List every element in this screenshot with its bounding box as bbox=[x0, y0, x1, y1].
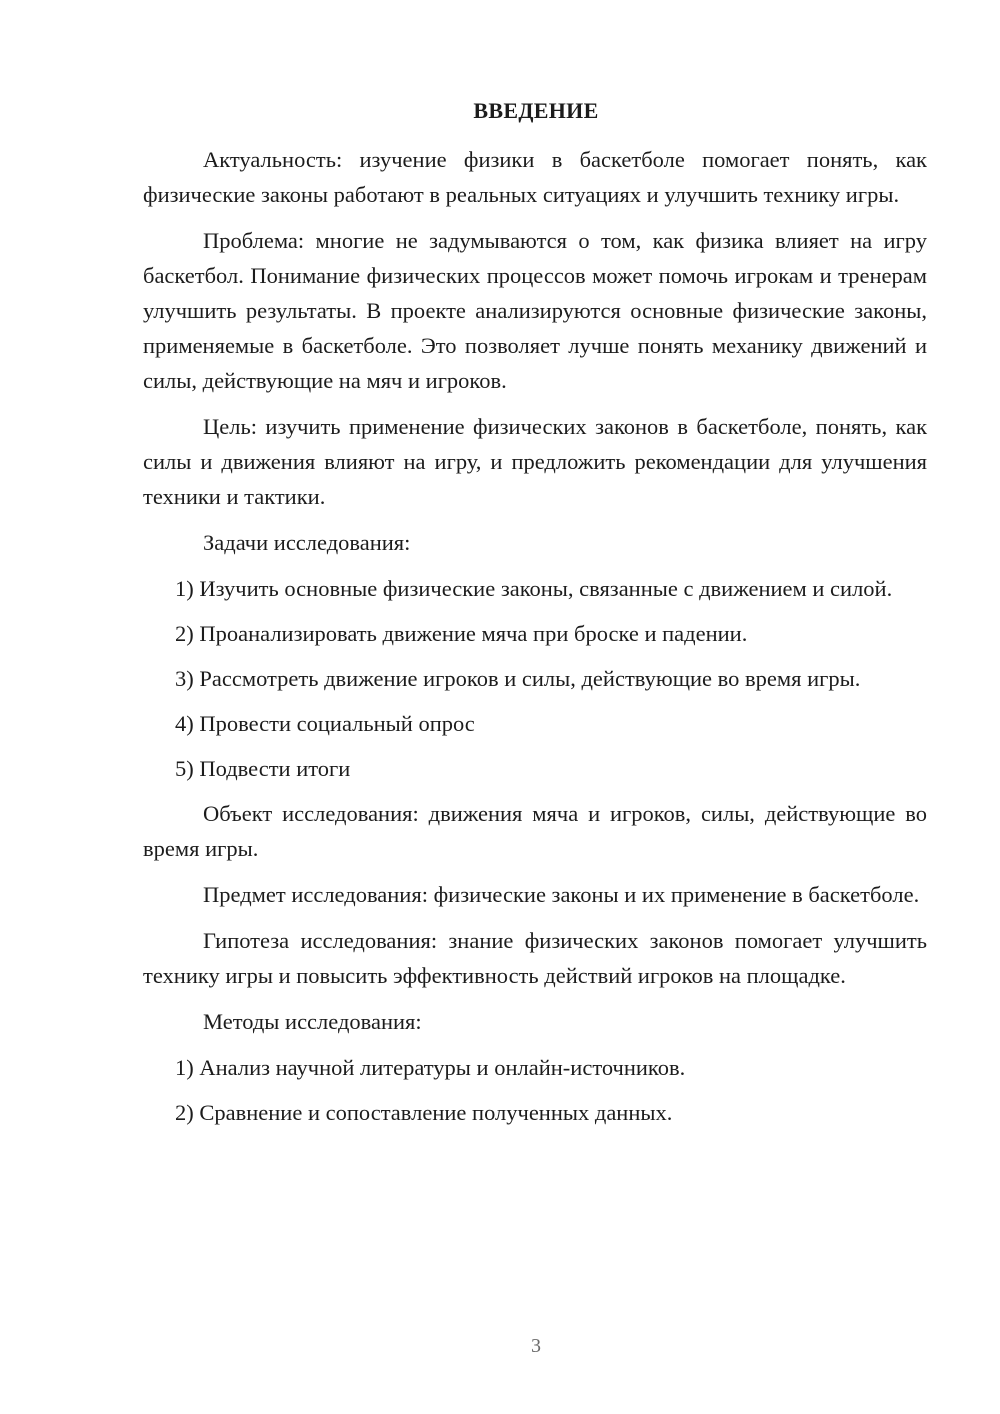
page-number: 3 bbox=[531, 1335, 541, 1357]
method-item: 1) Анализ научной литературы и онлайн-источников. bbox=[175, 1055, 686, 1080]
method-item: 2) Сравнение и сопоставление полученных данных. bbox=[175, 1100, 673, 1125]
task-item: 2) Проанализировать движение мяча при броске и падении. bbox=[175, 621, 748, 646]
section-title: ВВЕДЕНИЕ bbox=[473, 98, 599, 123]
object-paragraph: Объект исследования: движения мяча и игроков, силы, действующие во время игры. bbox=[143, 801, 927, 861]
goal-paragraph: Цель: изучить применение физических законов в баскетболе, понять, как силы и движения влияют на игру, и предложить рекомендации для улучшения техники и тактики. bbox=[143, 414, 927, 509]
tasks-heading: Задачи исследования: bbox=[203, 530, 411, 555]
problem-paragraph: Проблема: многие не задумываются о том, как физика влияет на игру баскетбол. Понимание физических процессов может помочь игрокам и тренерам улучшить результаты. В проекте анализируются основные физические законы, применяемые в баскетболе. Это позволяет лучше понять механику движений и силы, действующие на мяч и игроков. bbox=[143, 228, 927, 393]
page-body bbox=[143, 142, 927, 1140]
subject-paragraph: Предмет исследования: физические законы и их применение в баскетболе. bbox=[203, 882, 920, 907]
task-item: 4) Провести социальный опрос bbox=[175, 711, 475, 736]
task-item: 3) Рассмотреть движение игроков и силы, действующие во время игры. bbox=[175, 666, 861, 691]
hypothesis-paragraph: Гипотеза исследования: знание физических законов помогает улучшить технику игры и повысить эффективность действий игроков на площадке. bbox=[143, 928, 927, 988]
relevance-paragraph: Актуальность: изучение физики в баскетболе помогает понять, как физические законы работают в реальных ситуациях и улучшить технику игры. bbox=[143, 147, 927, 207]
task-item: 5) Подвести итоги bbox=[175, 756, 351, 781]
task-item: 1) Изучить основные физические законы, связанные с движением и силой. bbox=[175, 576, 893, 601]
methods-heading: Методы исследования: bbox=[203, 1009, 422, 1034]
